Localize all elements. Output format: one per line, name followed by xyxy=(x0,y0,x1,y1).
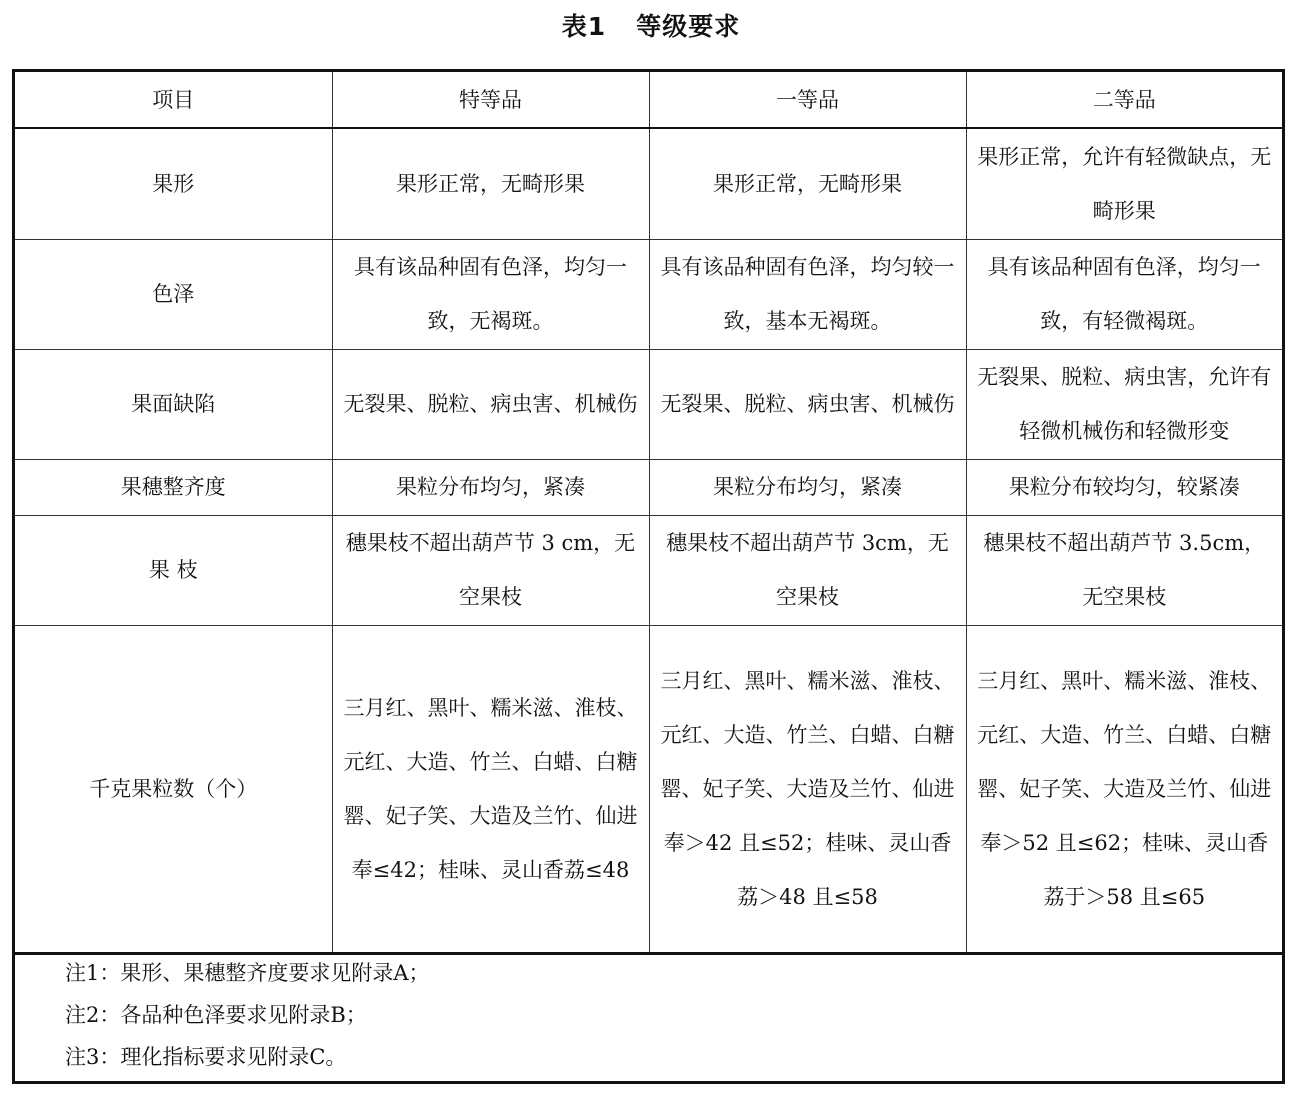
row-label: 色泽 xyxy=(15,239,332,349)
cell-second-grade: 果粒分布较均匀，较紧凑 xyxy=(966,459,1282,515)
cell-first-grade: 果粒分布均匀，紧凑 xyxy=(649,459,966,515)
header-second-grade: 二等品 xyxy=(966,72,1282,128)
cell-second-grade: 穗果枝不超出葫芦节 3.5cm，无空果枝 xyxy=(966,515,1282,625)
cell-premium: 果形正常，无畸形果 xyxy=(332,128,649,239)
cell-first-grade: 三月红、黑叶、糯米滋、淮枝、元红、大造、竹兰、白蜡、白糖罂、妃子笑、大造及兰竹、仙进奉＞42 且≤52；桂味、灵山香荔＞48 且≤58 xyxy=(649,625,966,953)
table-row-fruit-count xyxy=(15,625,1282,953)
header-item: 项目 xyxy=(15,72,332,128)
table-header-row xyxy=(15,72,1282,128)
note-3: 注3：理化指标要求见附录C。 xyxy=(65,1045,347,1069)
cell-first-grade: 无裂果、脱粒、病虫害、机械伤 xyxy=(649,349,966,459)
table-row-stem xyxy=(15,515,1282,625)
cell-premium: 具有该品种固有色泽，均匀一致，无褐斑。 xyxy=(332,239,649,349)
row-label: 果面缺陷 xyxy=(15,349,332,459)
cell-first-grade: 具有该品种固有色泽，均匀较一致，基本无褐斑。 xyxy=(649,239,966,349)
cell-premium: 无裂果、脱粒、病虫害、机械伤 xyxy=(332,349,649,459)
note-2: 注2：各品种色泽要求见附录B； xyxy=(65,1003,367,1027)
cell-second-grade: 三月红、黑叶、糯米滋、淮枝、元红、大造、竹兰、白蜡、白糖罂、妃子笑、大造及兰竹、仙进奉＞52 且≤62；桂味、灵山香荔于＞58 且≤65 xyxy=(966,625,1282,953)
table-notes xyxy=(65,952,430,1078)
cell-premium: 三月红、黑叶、糯米滋、淮枝、元红、大造、竹兰、白蜡、白糖罂、妃子笑、大造及兰竹、仙进奉≤42；桂味、灵山香荔≤48 xyxy=(332,625,649,953)
cell-first-grade: 果形正常，无畸形果 xyxy=(649,128,966,239)
table-row-uniformity xyxy=(15,459,1282,515)
cell-first-grade: 穗果枝不超出葫芦节 3cm，无空果枝 xyxy=(649,515,966,625)
table-caption: 等级要求 xyxy=(636,12,741,41)
note-1: 注1：果形、果穗整齐度要求见附录A； xyxy=(65,961,430,985)
grade-table-frame xyxy=(12,69,1285,1084)
header-first-grade: 一等品 xyxy=(649,72,966,128)
table-number: 表1 xyxy=(561,12,607,41)
table-row-defects xyxy=(15,349,1282,459)
cell-second-grade: 具有该品种固有色泽，均匀一致，有轻微褐斑。 xyxy=(966,239,1282,349)
row-label: 千克果粒数（个） xyxy=(15,625,332,953)
row-label: 果 枝 xyxy=(15,515,332,625)
table-row-shape xyxy=(15,128,1282,239)
table-title xyxy=(0,8,1302,46)
row-label: 果穗整齐度 xyxy=(15,459,332,515)
header-premium: 特等品 xyxy=(332,72,649,128)
cell-premium: 果粒分布均匀，紧凑 xyxy=(332,459,649,515)
grade-table xyxy=(15,72,1282,955)
cell-premium: 穗果枝不超出葫芦节 3 cm，无空果枝 xyxy=(332,515,649,625)
cell-second-grade: 无裂果、脱粒、病虫害，允许有轻微机械伤和轻微形变 xyxy=(966,349,1282,459)
row-label: 果形 xyxy=(15,128,332,239)
cell-second-grade: 果形正常，允许有轻微缺点，无畸形果 xyxy=(966,128,1282,239)
table-row-color xyxy=(15,239,1282,349)
